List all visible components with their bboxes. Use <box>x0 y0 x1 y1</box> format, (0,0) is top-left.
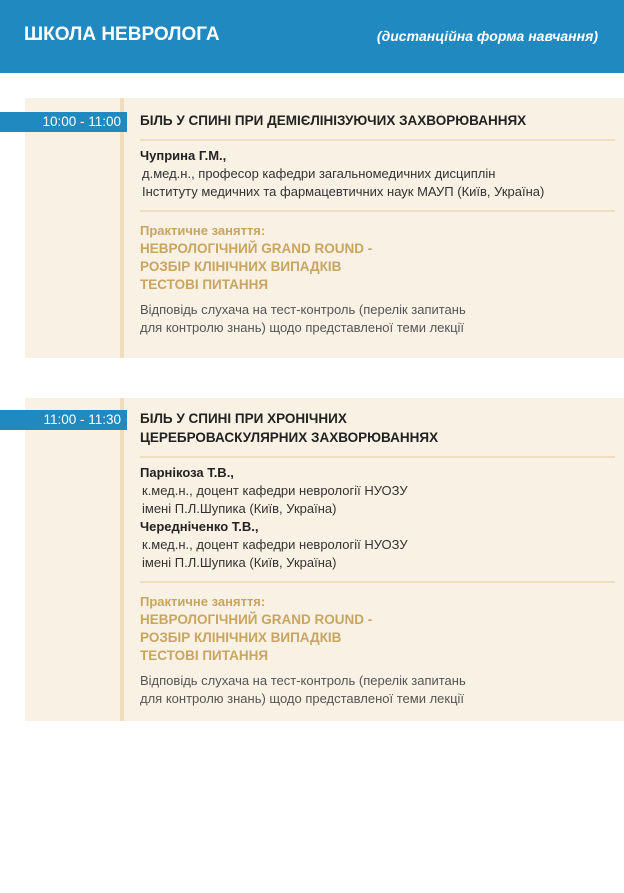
session-title-line: БІЛЬ У СПИНІ ПРИ ДЕМІЄЛІНІЗУЮЧИХ ЗАХВОРЮВАННЯХ <box>140 113 527 128</box>
practice-title-line: ТЕСТОВІ ПИТАННЯ <box>140 277 269 292</box>
session-title <box>140 111 615 130</box>
practice-label: Практичне заняття: <box>140 223 266 238</box>
page-title: ШКОЛА НЕВРОЛОГА <box>24 24 220 45</box>
session-content-2 <box>140 409 615 708</box>
session-divider-line <box>120 398 124 721</box>
practice-title-line: НЕВРОЛОГІЧНИЙ GRAND ROUND - <box>140 612 373 627</box>
practice-label: Практичне заняття: <box>140 594 266 609</box>
practice-title-line: ТЕСТОВІ ПИТАННЯ <box>140 648 269 663</box>
session-time-badge: 10:00 - 11:00 <box>0 112 127 132</box>
session-content-1 <box>140 111 615 337</box>
session-title-line: ЦЕРЕБРОВАСКУЛЯРНИХ ЗАХВОРЮВАННЯХ <box>140 430 439 445</box>
session-divider-line <box>120 98 124 358</box>
speaker-name: Чуприна Г.М., <box>140 148 227 163</box>
separator <box>140 210 615 212</box>
response-text-line: для контролю знань) щодо представленої теми лекції <box>140 320 465 335</box>
session-time-badge: 11:00 - 11:30 <box>0 410 127 430</box>
header-banner <box>0 0 624 73</box>
practice-title-line: РОЗБІР КЛІНІЧНИХ ВИПАДКІВ <box>140 259 342 274</box>
separator <box>140 139 615 141</box>
speaker-name: Чередніченко Т.В., <box>140 519 259 534</box>
response-text-line: Відповідь слухача на тест-контроль (перелік запитань <box>140 302 466 317</box>
speaker-detail: імені П.Л.Шупика (Київ, Україна) <box>142 501 337 516</box>
speaker-detail: к.мед.н., доцент кафедри неврології НУОЗУ <box>142 483 408 498</box>
response-text-line: Відповідь слухача на тест-контроль (перелік запитань <box>140 673 466 688</box>
page-subtitle: (дистанційна форма навчання) <box>376 28 598 44</box>
separator <box>140 456 615 458</box>
speaker-detail: імені П.Л.Шупика (Київ, Україна) <box>142 555 337 570</box>
separator <box>140 581 615 583</box>
speaker-detail: к.мед.н., доцент кафедри неврології НУОЗУ <box>142 537 408 552</box>
practice-title-line: РОЗБІР КЛІНІЧНИХ ВИПАДКІВ <box>140 630 342 645</box>
speaker-name: Парнікоза Т.В., <box>140 465 234 480</box>
session-title <box>140 409 615 447</box>
session-title-line: БІЛЬ У СПИНІ ПРИ ХРОНІЧНИХ <box>140 411 347 426</box>
speaker-detail: д.мед.н., професор кафедри загальномедичних дисциплін <box>142 166 496 181</box>
response-text-line: для контролю знань) щодо представленої теми лекції <box>140 691 465 706</box>
practice-title-line: НЕВРОЛОГІЧНИЙ GRAND ROUND - <box>140 241 373 256</box>
speaker-detail: Інституту медичних та фармацевтичних наук МАУП (Київ, Україна) <box>142 184 545 199</box>
